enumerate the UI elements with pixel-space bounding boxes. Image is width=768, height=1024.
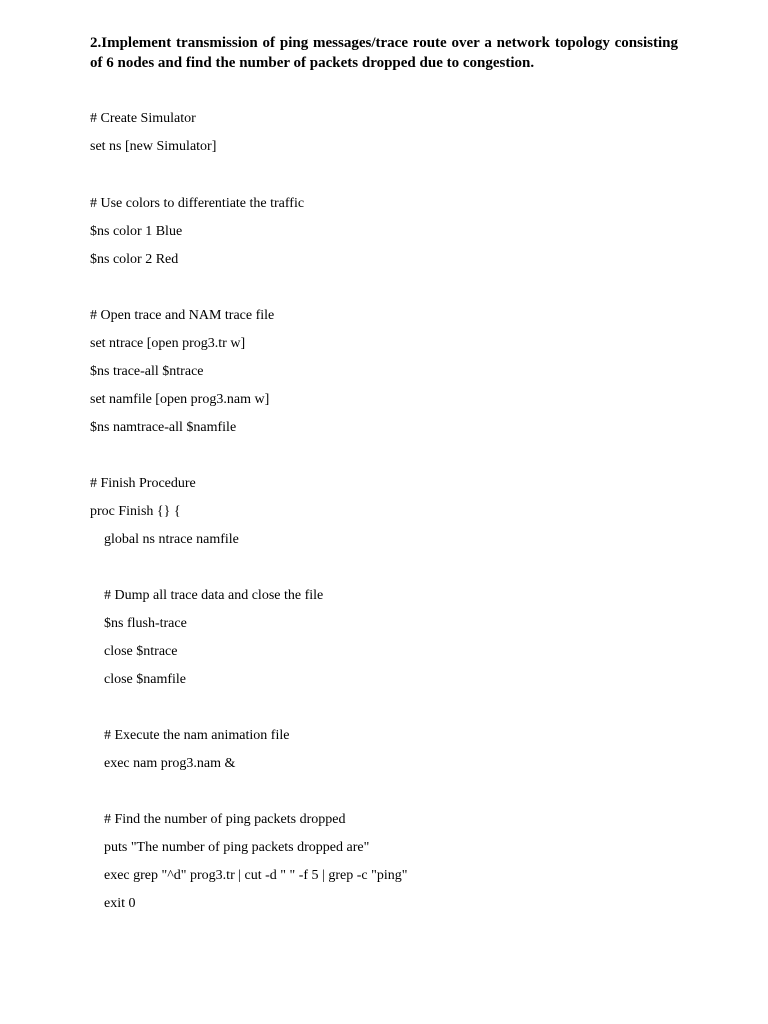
code-comment: # Finish Procedure bbox=[90, 476, 196, 491]
code-line: close $namfile bbox=[104, 672, 187, 687]
code-line: $ns flush-trace bbox=[104, 616, 187, 631]
code-line: $ns color 1 Blue bbox=[90, 224, 183, 239]
code-line: set ns [new Simulator] bbox=[90, 139, 217, 154]
code-comment: # Open trace and NAM trace file bbox=[90, 308, 275, 323]
code-comment: # Use colors to differentiate the traffic bbox=[90, 196, 305, 211]
code-line: $ns namtrace-all $namfile bbox=[90, 420, 237, 435]
code-line: $ns color 2 Red bbox=[90, 252, 179, 267]
code-line: exec nam prog3.nam & bbox=[104, 756, 236, 771]
code-line: set namfile [open prog3.nam w] bbox=[90, 392, 270, 407]
code-comment: # Dump all trace data and close the file bbox=[104, 588, 324, 603]
question-heading: 2.Implement transmission of ping messages/trace route over a network topology consisting of 6 nodes and find the number of packets dropped due to congestion. bbox=[90, 35, 678, 71]
code-line: puts "The number of ping packets dropped are" bbox=[104, 840, 370, 855]
code-comment: # Find the number of ping packets dropped bbox=[104, 812, 346, 827]
code-line: exit 0 bbox=[104, 896, 136, 911]
code-comment: # Execute the nam animation file bbox=[104, 728, 290, 743]
code-line: $ns trace-all $ntrace bbox=[90, 364, 204, 379]
code-line: global ns ntrace namfile bbox=[104, 532, 239, 547]
code-comment: # Create Simulator bbox=[90, 111, 196, 126]
code-line: close $ntrace bbox=[104, 644, 178, 659]
code-line: proc Finish {} { bbox=[90, 504, 181, 519]
code-line: exec grep "^d" prog3.tr | cut -d " " -f 5 | grep -c "ping" bbox=[104, 868, 408, 883]
code-line: set ntrace [open prog3.tr w] bbox=[90, 336, 246, 351]
